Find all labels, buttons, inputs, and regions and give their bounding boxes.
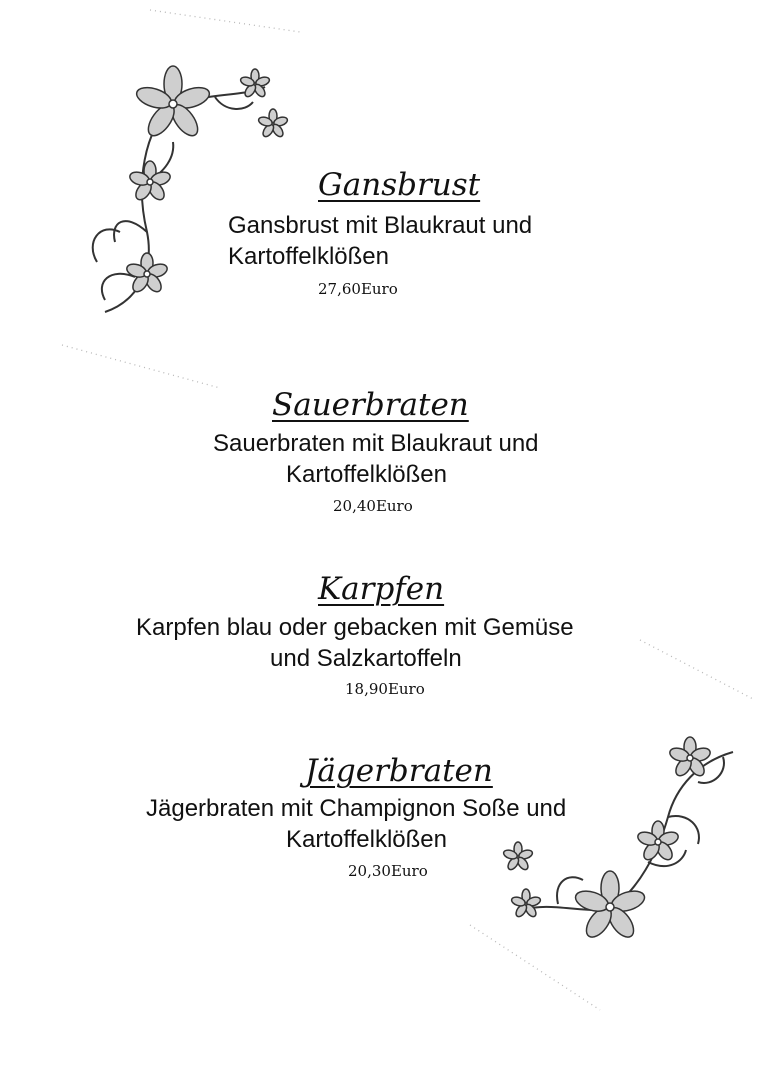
dish-price: 20,30Euro	[348, 862, 428, 880]
dish-description-line-2: Kartoffelklößen	[286, 461, 447, 488]
dish-price: 27,60Euro	[318, 280, 398, 298]
dish-description-line-2: und Salzkartoffeln	[270, 645, 462, 672]
flower-vine-icon	[75, 62, 300, 332]
dish-title: Karpfen	[318, 571, 445, 607]
dish-title: Gansbrust	[318, 167, 481, 203]
dish-description-line-2: Kartoffelklößen	[286, 826, 447, 853]
dish-description-line-1: Gansbrust mit Blaukraut und	[228, 212, 533, 239]
flower-vine-icon	[498, 732, 743, 957]
dish-price: 20,40Euro	[333, 497, 413, 515]
dish-title: Sauerbraten	[272, 387, 469, 423]
dish-price: 18,90Euro	[345, 680, 425, 698]
dish-description-line-2: Kartoffelklößen	[228, 243, 389, 270]
dish-title: Jägerbraten	[305, 753, 493, 789]
dish-description-line-1: Karpfen blau oder gebacken mit Gemüse	[136, 614, 574, 641]
dish-description-line-1: Sauerbraten mit Blaukraut und	[213, 430, 539, 457]
dish-description-line-1: Jägerbraten mit Champignon Soße und	[146, 795, 567, 822]
